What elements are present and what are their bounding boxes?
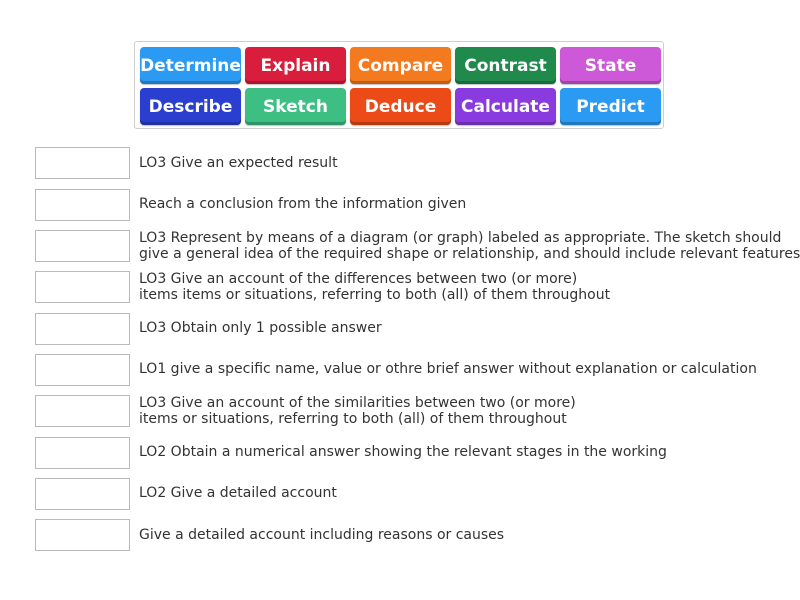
drop-slot-9[interactable] [35, 478, 130, 510]
definition-4 [139, 271, 789, 303]
tile-compare[interactable]: Compare [350, 47, 451, 84]
definition-5 [139, 320, 789, 336]
tile-calculate[interactable]: Calculate [455, 88, 556, 125]
drop-slot-3[interactable] [35, 230, 130, 262]
tile-deduce[interactable]: Deduce [350, 88, 451, 125]
drop-slot-1[interactable] [35, 147, 130, 179]
definition-line: LO3 Represent by means of a diagram (or graph) labeled as appropriate. The sketch should [139, 230, 782, 246]
definition-3 [139, 230, 800, 262]
drop-slot-4[interactable] [35, 271, 130, 303]
tile-bank [134, 41, 664, 129]
definition-line: LO3 Give an account of the similarities between two (or more) [139, 395, 576, 411]
tile-describe[interactable]: Describe [140, 88, 241, 125]
definition-line: LO2 Obtain a numerical answer showing the relevant stages in the working [139, 444, 667, 460]
drop-slot-8[interactable] [35, 437, 130, 469]
definition-1 [139, 155, 789, 171]
tile-predict[interactable]: Predict [560, 88, 661, 125]
definition-line: LO3 Give an account of the differences between two (or more) [139, 271, 578, 287]
tile-determine[interactable]: Determine [140, 47, 241, 84]
definition-line: LO3 Give an expected result [139, 155, 338, 171]
definition-line: Reach a conclusion from the information given [139, 196, 467, 212]
definition-line: Give a detailed account including reasons or causes [139, 527, 505, 543]
tile-explain[interactable]: Explain [245, 47, 346, 84]
drop-slot-5[interactable] [35, 313, 130, 345]
definition-line: LO1 give a specific name, value or othre brief answer without explanation or calculation [139, 361, 757, 377]
definition-line: give a general idea of the required shape or relationship, and should include relevant features [139, 246, 800, 262]
definition-9 [139, 485, 789, 501]
definition-line: LO3 Obtain only 1 possible answer [139, 320, 382, 336]
definition-line: items or situations, referring to both (all) of them throughout [139, 411, 567, 427]
definition-10 [139, 527, 789, 543]
drop-slot-2[interactable] [35, 189, 130, 221]
tile-contrast[interactable]: Contrast [455, 47, 556, 84]
definition-6 [139, 361, 789, 377]
definition-line: items items or situations, referring to both (all) of them throughout [139, 287, 611, 303]
definition-2 [139, 196, 789, 212]
definition-line: LO2 Give a detailed account [139, 485, 337, 501]
definition-7 [139, 395, 789, 427]
drop-slot-10[interactable] [35, 519, 130, 551]
drop-slot-6[interactable] [35, 354, 130, 386]
drop-slot-7[interactable] [35, 395, 130, 427]
tile-sketch[interactable]: Sketch [245, 88, 346, 125]
tile-state[interactable]: State [560, 47, 661, 84]
definition-8 [139, 444, 789, 460]
